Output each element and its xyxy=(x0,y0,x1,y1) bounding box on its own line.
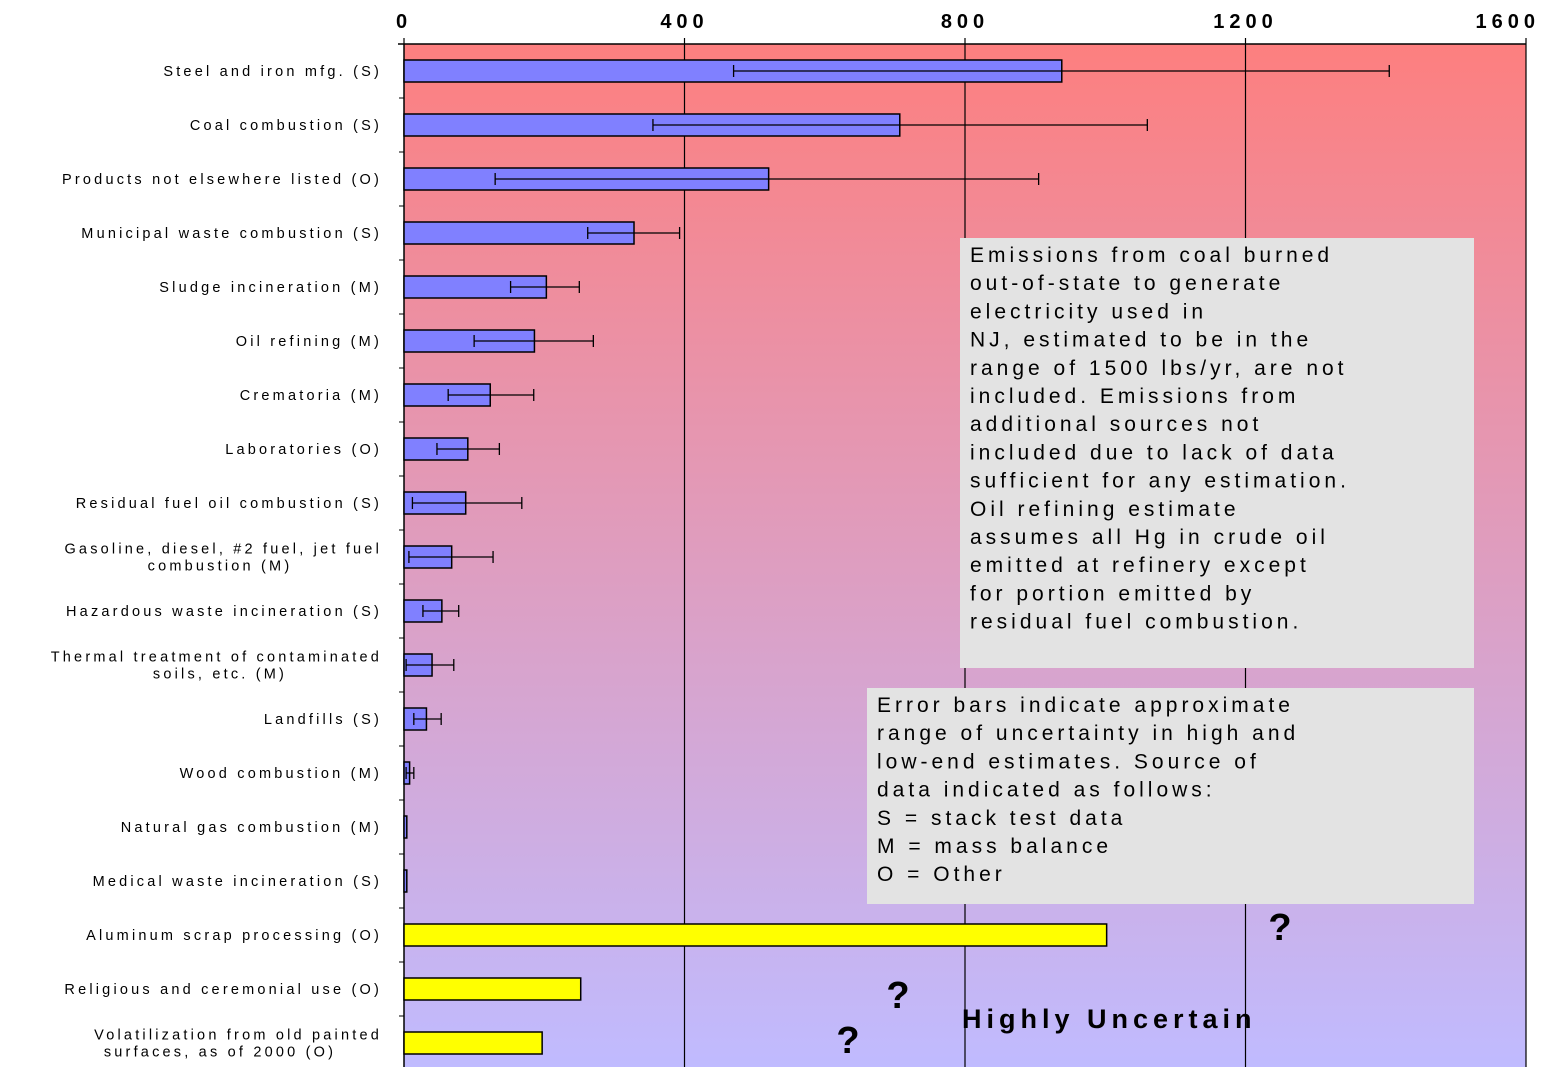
category-label: Thermal treatment of contaminated soils, etc. (M) xyxy=(50,649,382,683)
category-label: Oil refining (M) xyxy=(235,334,382,350)
coal-emissions-note-line: out-of-state to generate xyxy=(970,272,1285,296)
coal-emissions-note-line: Oil refining estimate xyxy=(970,497,1240,521)
coal-emissions-note-line: assumes all Hg in crude oil xyxy=(970,526,1329,549)
x-tick-label: 400 xyxy=(660,11,709,33)
coal-emissions-note-line: electricity used in xyxy=(970,300,1208,324)
question-mark: ? xyxy=(1268,907,1292,949)
error-bar-legend-note-line: M = mass balance xyxy=(877,835,1112,858)
bar-14 xyxy=(404,816,407,838)
coal-emissions-note xyxy=(960,238,1474,668)
category-label: Wood combustion (M) xyxy=(179,766,382,782)
category-label: Gasoline, diesel, #2 fuel, jet fuel combustion (M) xyxy=(64,541,382,575)
category-labels xyxy=(51,64,382,1061)
category-label: Landfills (S) xyxy=(263,712,382,728)
category-label: Sludge incineration (M) xyxy=(159,280,382,296)
coal-emissions-note-line: emitted at refinery except xyxy=(970,554,1310,578)
coal-emissions-note-line: NJ, estimated to be in the xyxy=(970,328,1313,352)
coal-emissions-note-line: range of 1500 lbs/yr, are not xyxy=(970,356,1348,380)
error-bar-legend-note xyxy=(867,688,1474,904)
bar-16 xyxy=(404,924,1107,946)
bar-18 xyxy=(404,1032,542,1054)
category-label: Aluminum scrap processing (O) xyxy=(86,928,382,944)
category-label: Crematoria (M) xyxy=(239,388,382,404)
x-tick-label: 1200 xyxy=(1213,11,1278,33)
category-label: Steel and iron mfg. (S) xyxy=(163,64,382,80)
category-label: Residual fuel oil combustion (S) xyxy=(75,496,382,512)
coal-emissions-note-line: additional sources not xyxy=(970,413,1263,437)
coal-emissions-note-line: residual fuel combustion. xyxy=(970,610,1303,634)
error-bar-legend-note-line: Error bars indicate approximate xyxy=(877,694,1294,717)
highly-uncertain-label: Highly Uncertain xyxy=(962,1004,1257,1034)
error-bar-legend-note-line: data indicated as follows: xyxy=(877,778,1216,802)
coal-emissions-note-line: included due to lack of data xyxy=(970,441,1338,465)
bar-17 xyxy=(404,978,581,1000)
category-label: Laboratories (O) xyxy=(225,442,382,458)
bar-15 xyxy=(404,870,407,892)
error-bar-legend-note-line: range of uncertainty in high and xyxy=(877,722,1300,746)
category-label: Coal combustion (S) xyxy=(189,118,382,134)
coal-emissions-note-line: included. Emissions from xyxy=(970,385,1300,408)
coal-emissions-note-line: for portion emitted by xyxy=(970,582,1256,606)
category-label: Natural gas combustion (M) xyxy=(120,820,382,836)
x-tick-label: 0 xyxy=(395,11,413,33)
coal-emissions-note-line: sufficient for any estimation. xyxy=(970,469,1350,493)
category-label: Products not elsewhere listed (O) xyxy=(62,172,382,188)
x-tick-labels xyxy=(396,11,1540,33)
coal-emissions-note-line: Emissions from coal burned xyxy=(970,244,1334,267)
error-bar-legend-note-line: low-end estimates. Source of xyxy=(877,750,1260,774)
category-label: Religious and ceremonial use (O) xyxy=(64,982,382,998)
x-tick-label: 800 xyxy=(940,11,990,33)
question-mark: ? xyxy=(886,975,910,1017)
category-label: Volatilization from old painted surfaces, as of 2000 (O) xyxy=(94,1027,382,1061)
x-tick-label: 1600 xyxy=(1475,11,1540,33)
error-bar-legend-note-line: O = Other xyxy=(877,863,1006,887)
category-label: Municipal waste combustion (S) xyxy=(81,226,382,242)
question-mark: ? xyxy=(836,1020,860,1062)
category-label: Medical waste incineration (S) xyxy=(92,874,382,890)
error-bar-legend-note-line: S = stack test data xyxy=(877,806,1127,830)
category-label: Hazardous waste incineration (S) xyxy=(66,604,382,620)
